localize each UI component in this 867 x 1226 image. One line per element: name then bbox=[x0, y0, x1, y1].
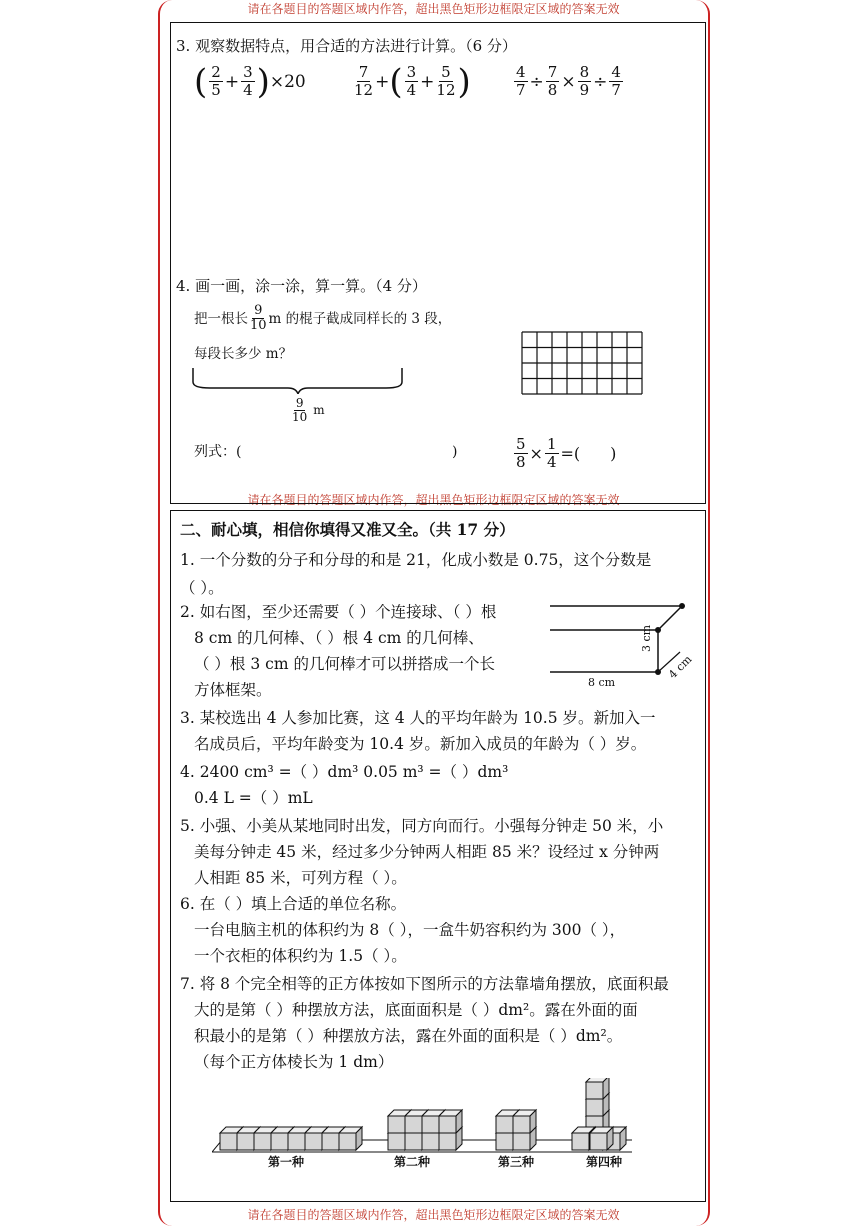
brace-diagram bbox=[190, 364, 410, 394]
cube-face bbox=[513, 1133, 530, 1150]
fraction: $\frac{5}{12}$ bbox=[436, 63, 456, 99]
s2-line: 积最小的是第（ ）种摆放方法，露在外面的面积是（ ）dm²。 bbox=[194, 1027, 623, 1045]
arrangement-label-4: 第四种 bbox=[586, 1155, 623, 1169]
cube-face bbox=[388, 1133, 405, 1150]
fraction: $\frac{4}{7}$ bbox=[611, 63, 621, 99]
s2-line: （ ）根 3 cm 的几何棒才可以拼搭成一个长 bbox=[194, 655, 495, 673]
brace-label: $\frac{9}{10}$ m bbox=[292, 395, 325, 424]
s2-line: 2. 如右图，至少还需要（ ）个连接球、（ ）根 bbox=[180, 603, 497, 621]
fraction: $\frac{4}{7}$ bbox=[516, 63, 526, 99]
cube-face bbox=[237, 1133, 254, 1150]
s2-line: 8 cm 的几何棒、（ ）根 4 cm 的几何棒、 bbox=[194, 629, 484, 647]
cube-face bbox=[422, 1116, 439, 1133]
q3-title: 3. 观察数据特点，用合适的方法进行计算。（6 分） bbox=[176, 37, 517, 55]
fraction: $\frac{3}{4}$ bbox=[243, 63, 253, 99]
fraction: $\frac{1}{4}$ bbox=[546, 435, 557, 471]
fraction: $\frac{2}{5}$ bbox=[211, 63, 221, 99]
cube-face bbox=[439, 1116, 456, 1133]
cube-face bbox=[322, 1133, 339, 1150]
cube-face bbox=[439, 1133, 456, 1150]
cuboid-length-label: 8 cm bbox=[588, 676, 616, 689]
cube-face bbox=[496, 1133, 513, 1150]
s2-line: （每个正方体棱长为 1 dm） bbox=[194, 1053, 394, 1071]
s2-line: 方体框架。 bbox=[194, 681, 272, 699]
s2-line: 6. 在（ ）填上合适的单位名称。 bbox=[180, 895, 407, 913]
formula-label: 列式：( bbox=[194, 444, 242, 460]
cube-face bbox=[586, 1099, 603, 1116]
fraction: $\frac{3}{4}$ bbox=[406, 63, 417, 99]
cube-face bbox=[590, 1133, 607, 1150]
q4-calc: $\frac{5}{8}$ × $\frac{1}{4}$ =( ) bbox=[516, 435, 617, 471]
cube-face bbox=[220, 1133, 237, 1150]
q3-expression-2: $\frac{7}{12}$ + ( $\frac{3}{4}$ + $\frac{5}{12}$ ) bbox=[354, 61, 471, 102]
s2-line: 5. 小强、小美从某地同时出发，同方向而行。小强每分钟走 50 米，小 bbox=[180, 817, 664, 835]
s2-line: 名成员后，平均年龄变为 10.4 岁。新加入成员的年龄为（ ）岁。 bbox=[194, 735, 647, 753]
s2-line: 人相距 85 米，可列方程（ ）。 bbox=[194, 869, 407, 887]
arrangement-label-3: 第三种 bbox=[498, 1155, 535, 1169]
s2-line: 4. 2400 cm³ =（ ）dm³ 0.05 m³ =（ ）dm³ bbox=[180, 763, 509, 781]
cube-face bbox=[496, 1116, 513, 1133]
s2-line: 1. 一个分数的分子和分母的和是 21，化成小数是 0.75，这个分数是 bbox=[180, 551, 652, 569]
cuboid-width-label: 4 cm bbox=[666, 652, 695, 682]
cube-face bbox=[572, 1133, 589, 1150]
cube-face bbox=[271, 1133, 288, 1150]
s2-line: 美每分钟走 45 米，经过多少分钟两人相距 85 米？设经过 x 分钟两 bbox=[194, 843, 660, 861]
q3-expression-3: $\frac{4}{7}$ ÷ $\frac{7}{8}$ × $\frac{8}{9}$ ÷ $\frac{4}{7}$ bbox=[516, 63, 621, 99]
cube-face bbox=[305, 1133, 322, 1150]
fraction: $\frac{8}{9}$ bbox=[579, 63, 590, 99]
grid-diagram[interactable] bbox=[520, 330, 646, 396]
cuboid-height-label: 3 cm bbox=[640, 624, 653, 652]
s2-line: 0.4 L =（ ）mL bbox=[194, 789, 313, 807]
cube-face bbox=[405, 1133, 422, 1150]
middle-warning: 请在各题目的答题区域内作答，超出黑色矩形边框限定区域的答案无效 bbox=[247, 493, 620, 507]
arrangement-label-1: 第一种 bbox=[268, 1155, 305, 1169]
cube-face bbox=[388, 1116, 405, 1133]
s2-line: 一台电脑主机的体积约为 8（ ），一盒牛奶容积约为 300（ ）， bbox=[194, 921, 626, 939]
fraction: $\frac{7}{12}$ bbox=[354, 63, 374, 99]
bottom-warning: 请在各题目的答题区域内作答，超出黑色矩形边框限定区域的答案无效 bbox=[247, 1208, 620, 1222]
cube-face bbox=[254, 1133, 271, 1150]
s2-line: 大的是第（ ）种摆放方法，底面面积是（ ）dm²。露在外面的面 bbox=[194, 1001, 638, 1019]
s2-line: （ ）。 bbox=[180, 579, 224, 597]
cube-face bbox=[288, 1133, 305, 1150]
top-warning: 请在各题目的答题区域内作答，超出黑色矩形边框限定区域的答案无效 bbox=[247, 2, 620, 16]
cube-face bbox=[513, 1116, 530, 1133]
q3-expression-1: ( $\frac{2}{5}$ + $\frac{3}{4}$ ) ×20 bbox=[194, 61, 306, 102]
s2-line: 3. 某校选出 4 人参加比赛，这 4 人的平均年龄为 10.5 岁。新加入一 bbox=[180, 709, 656, 727]
cube-arrangements-diagram bbox=[212, 1078, 632, 1156]
cube-face bbox=[422, 1133, 439, 1150]
s2-line: 一个衣柜的体积约为 1.5（ ）。 bbox=[194, 947, 407, 965]
cube-face bbox=[586, 1082, 603, 1099]
q4-text-2: 每段长多少 m？ bbox=[194, 346, 293, 362]
q4-text-1: 把一根长 $\frac{9}{10}$ m 的棍子截成同样长的 3 段， bbox=[194, 303, 452, 333]
arrangement-label-2: 第二种 bbox=[394, 1155, 431, 1169]
cube-face bbox=[339, 1133, 356, 1150]
section2-title: 二、耐心填，相信你填得又准又全。（共 17 分） bbox=[180, 520, 515, 539]
cube-face bbox=[405, 1116, 422, 1133]
fraction: $\frac{7}{8}$ bbox=[547, 63, 558, 99]
q4-title: 4. 画一画，涂一涂，算一算。（4 分） bbox=[176, 277, 427, 295]
s2-line: 7. 将 8 个完全相等的正方体按如下图所示的方法靠墙角摆放，底面积最 bbox=[180, 975, 669, 993]
formula-close: ) bbox=[452, 444, 458, 460]
fraction: $\frac{5}{8}$ bbox=[516, 435, 526, 471]
